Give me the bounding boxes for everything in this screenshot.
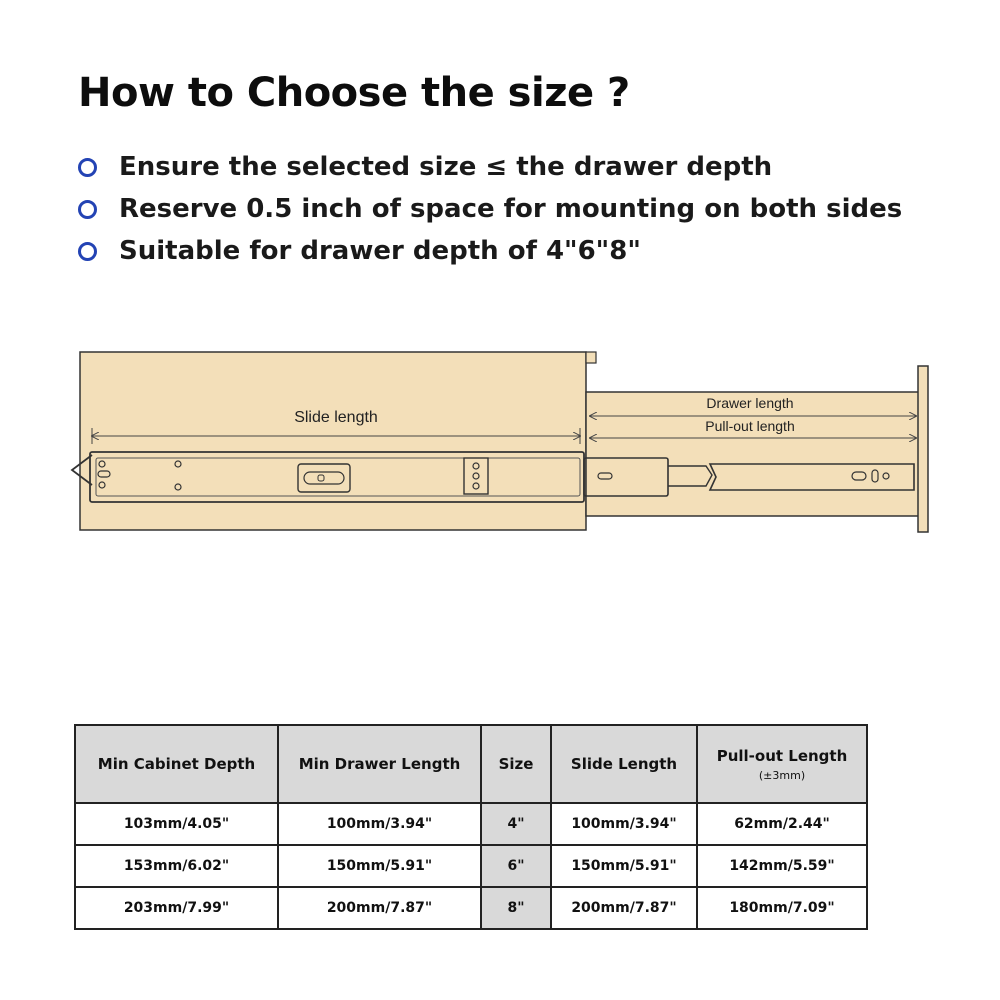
bullet-text: Reserve 0.5 inch of space for mounting on both sides (119, 194, 903, 224)
size-cell: 6" (481, 845, 551, 887)
table-cell: 150mm/5.91" (278, 845, 481, 887)
column-header: Min Cabinet Depth (75, 725, 278, 803)
table-cell: 100mm/3.94" (551, 803, 697, 845)
table-cell: 203mm/7.99" (75, 887, 278, 929)
drawer-extension (586, 366, 928, 532)
table-cell: 153mm/6.02" (75, 845, 278, 887)
drawer-length-label: Drawer length (706, 395, 794, 411)
table-cell: 200mm/7.87" (551, 887, 697, 929)
table-cell: 100mm/3.94" (278, 803, 481, 845)
bullet-item (78, 230, 902, 272)
column-header: Pull-out Length (±3mm) (697, 725, 867, 803)
circle-bullet-icon (78, 242, 97, 261)
cabinet-body (80, 352, 596, 530)
circle-bullet-icon (78, 200, 97, 219)
size-cell: 4" (481, 803, 551, 845)
page-title: How to Choose the size ? (78, 70, 630, 116)
table-cell: 103mm/4.05" (75, 803, 278, 845)
column-header: Min Drawer Length (278, 725, 481, 803)
bullet-text: Suitable for drawer depth of 4"6"8" (119, 236, 641, 266)
size-cell: 8" (481, 887, 551, 929)
table-cell: 142mm/5.59" (697, 845, 867, 887)
table-row (75, 887, 867, 929)
circle-bullet-icon (78, 158, 97, 177)
bullet-text: Ensure the selected size ≤ the drawer depth (119, 152, 773, 182)
column-header: Slide Length (551, 725, 697, 803)
table-cell: 200mm/7.87" (278, 887, 481, 929)
table-cell: 62mm/2.44" (697, 803, 867, 845)
tolerance-note: (±3mm) (758, 768, 806, 782)
table-cell: 150mm/5.91" (551, 845, 697, 887)
pullout-length-label: Pull-out length (705, 418, 795, 434)
bullet-item (78, 188, 902, 230)
table-cell: 180mm/7.09" (697, 887, 867, 929)
table-row (75, 845, 867, 887)
size-spec-table (74, 724, 868, 930)
table-header-row (75, 725, 867, 803)
slide-length-label: Slide length (294, 409, 378, 426)
slide-diagram (0, 340, 1000, 550)
column-header: Size (481, 725, 551, 803)
bullet-list (78, 146, 902, 272)
bullet-item (78, 146, 902, 188)
table-row (75, 803, 867, 845)
